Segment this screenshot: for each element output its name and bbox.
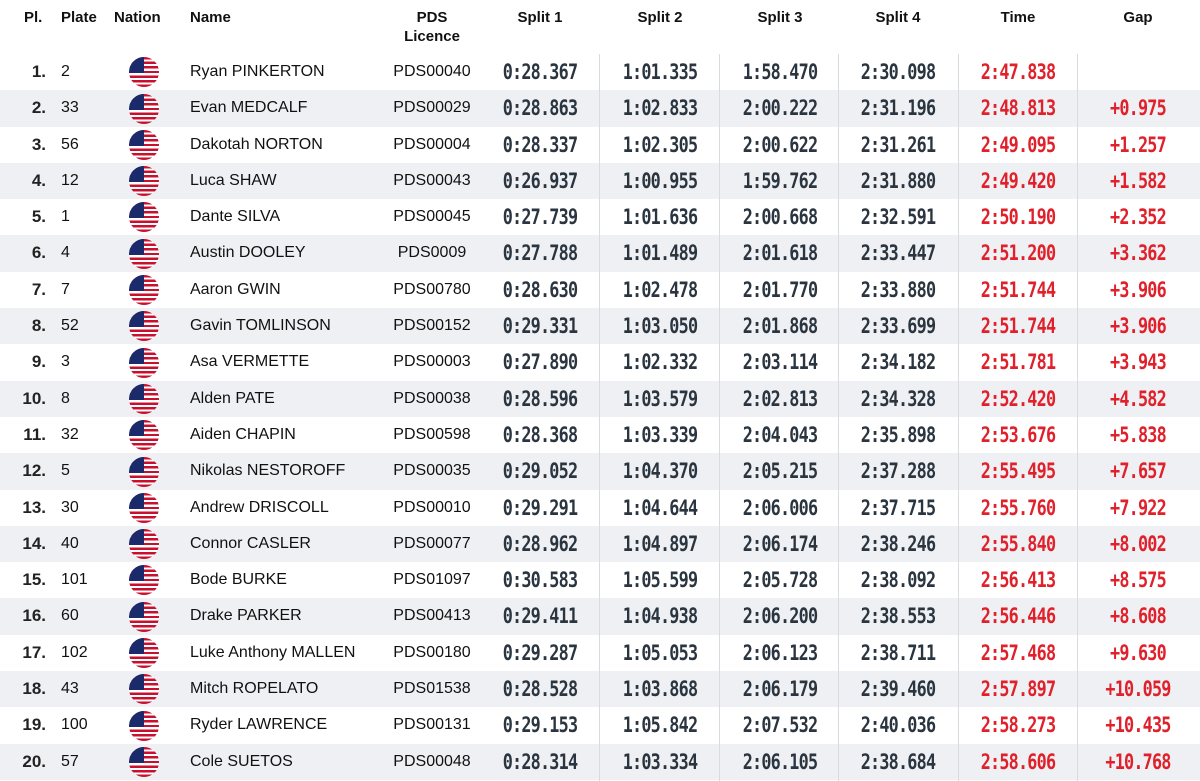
place-cell: 18. bbox=[22, 679, 46, 699]
gap-cell bbox=[1090, 54, 1186, 90]
flag-canton bbox=[129, 239, 144, 255]
rider-name: Gavin TOMLINSON bbox=[190, 317, 331, 335]
column-divider bbox=[838, 54, 839, 781]
gap-cell: +3.906 bbox=[1110, 314, 1166, 339]
rider-name: Ryan PINKERTON bbox=[190, 63, 325, 80]
plate-cell: 33 bbox=[61, 99, 79, 117]
time-cell: 2:53.676 bbox=[980, 422, 1056, 447]
place-cell: 17. bbox=[22, 642, 46, 662]
time-cell: 2:48.813 bbox=[980, 96, 1056, 121]
rider-name: Dakotah NORTON bbox=[190, 135, 323, 153]
usa-flag-icon bbox=[129, 57, 159, 87]
split1-cell: 0:27.788 bbox=[502, 241, 578, 266]
time-cell: 2:47.838 bbox=[980, 60, 1056, 84]
time-cell: 2:55.840 bbox=[980, 531, 1056, 556]
split1-cell: 0:29.291 bbox=[502, 495, 578, 520]
usa-flag-icon bbox=[129, 711, 159, 741]
split3-cell: 2:04.043 bbox=[742, 422, 818, 447]
split4-cell: 2:31.880 bbox=[860, 168, 936, 193]
split2-cell: 1:01.636 bbox=[622, 205, 698, 230]
header-licence-line2: Licence bbox=[404, 28, 460, 45]
split3-cell: 2:00.622 bbox=[742, 132, 818, 157]
column-divider bbox=[1077, 54, 1078, 781]
rider-name: Mitch ROPELATO bbox=[190, 680, 319, 698]
gap-cell: +7.922 bbox=[1110, 495, 1166, 520]
rider-name: Austin DOOLEY bbox=[190, 244, 306, 262]
column-divider bbox=[599, 54, 600, 781]
flag-canton bbox=[129, 384, 144, 400]
rider-name: Asa VERMETTE bbox=[190, 353, 310, 371]
split2-cell: 1:03.050 bbox=[622, 314, 698, 339]
flag-canton bbox=[129, 420, 144, 436]
rider-name: Ryder LAWRENCE bbox=[190, 716, 328, 734]
place-cell: 12. bbox=[22, 461, 46, 481]
table-header bbox=[0, 0, 1200, 54]
licence-cell: PDS00152 bbox=[393, 317, 471, 335]
time-cell: 2:56.446 bbox=[980, 604, 1056, 629]
usa-flag-icon bbox=[129, 384, 159, 414]
split4-cell: 2:35.898 bbox=[860, 422, 936, 447]
licence-cell: PDS00035 bbox=[393, 462, 471, 480]
time-cell: 2:51.744 bbox=[980, 314, 1056, 339]
rider-name: Bode BURKE bbox=[190, 571, 287, 589]
gap-cell: +7.657 bbox=[1110, 459, 1166, 484]
time-cell: 2:51.781 bbox=[980, 350, 1056, 375]
usa-flag-icon bbox=[129, 239, 159, 269]
place-cell: 11. bbox=[23, 424, 46, 444]
table-body bbox=[0, 54, 1200, 780]
split4-cell: 2:38.711 bbox=[860, 640, 936, 665]
split3-cell: 1:58.470 bbox=[742, 60, 818, 84]
split1-cell: 0:29.331 bbox=[502, 314, 578, 339]
table-row bbox=[0, 272, 1200, 308]
licence-cell: PDS00003 bbox=[393, 353, 471, 371]
flag-canton bbox=[129, 711, 144, 727]
split3-cell: 2:00.222 bbox=[742, 96, 818, 121]
licence-cell: PDS00043 bbox=[393, 171, 471, 189]
plate-cell: 3 bbox=[61, 353, 70, 371]
gap-cell: +3.906 bbox=[1110, 277, 1166, 302]
gap-cell: +8.002 bbox=[1110, 531, 1166, 556]
usa-flag-icon bbox=[129, 638, 159, 668]
plate-cell: 12 bbox=[61, 171, 79, 189]
plate-cell: 60 bbox=[61, 607, 79, 625]
gap-cell: +1.257 bbox=[1110, 132, 1166, 157]
split2-cell: 1:04.644 bbox=[622, 495, 698, 520]
place-cell: 15. bbox=[22, 570, 46, 590]
split4-cell: 2:37.288 bbox=[860, 459, 936, 484]
split1-cell: 0:28.630 bbox=[502, 277, 578, 302]
usa-flag-icon bbox=[129, 420, 159, 450]
table-row bbox=[0, 163, 1200, 199]
usa-flag-icon bbox=[129, 275, 159, 305]
rider-name: Cole SUETOS bbox=[190, 752, 293, 770]
table-row bbox=[0, 562, 1200, 598]
place-cell: 7. bbox=[31, 279, 46, 299]
time-cell: 2:51.744 bbox=[980, 277, 1056, 302]
split4-cell: 2:38.246 bbox=[860, 531, 936, 556]
usa-flag-icon bbox=[129, 565, 159, 595]
header-pl: Pl. bbox=[24, 9, 43, 26]
split4-cell: 2:34.328 bbox=[860, 386, 936, 411]
gap-cell: +2.352 bbox=[1110, 205, 1166, 230]
gap-cell: +3.943 bbox=[1110, 350, 1166, 375]
header-split2: Split 2 bbox=[637, 9, 683, 26]
split2-cell: 1:05.053 bbox=[622, 640, 698, 665]
split4-cell: 2:31.196 bbox=[860, 96, 936, 121]
split1-cell: 0:28.337 bbox=[502, 132, 578, 157]
split1-cell: 0:28.528 bbox=[502, 677, 578, 702]
place-cell: 10. bbox=[22, 388, 46, 408]
plate-cell: 4 bbox=[61, 244, 70, 262]
rider-name: Evan MEDCALF bbox=[190, 99, 308, 117]
time-cell: 2:52.420 bbox=[980, 386, 1056, 411]
licence-cell: PDS00048 bbox=[393, 752, 471, 770]
flag-canton bbox=[129, 57, 144, 73]
time-cell: 2:58.273 bbox=[980, 713, 1056, 738]
split1-cell: 0:29.153 bbox=[502, 713, 578, 738]
plate-cell: 100 bbox=[61, 716, 88, 734]
licence-cell: PDS00004 bbox=[393, 135, 471, 153]
gap-cell: +5.838 bbox=[1110, 422, 1166, 447]
gap-cell: +8.608 bbox=[1110, 604, 1166, 629]
split3-cell: 2:02.813 bbox=[742, 386, 818, 411]
rider-name: Drake PARKER bbox=[190, 607, 302, 625]
plate-cell: 30 bbox=[61, 498, 79, 516]
licence-cell: PDS00045 bbox=[393, 208, 471, 226]
usa-flag-icon bbox=[129, 166, 159, 196]
time-cell: 2:58.606 bbox=[980, 749, 1056, 774]
split2-cell: 1:04.370 bbox=[622, 459, 698, 484]
plate-cell: 52 bbox=[61, 317, 79, 335]
split1-cell: 0:28.368 bbox=[502, 422, 578, 447]
header-split3: Split 3 bbox=[757, 9, 803, 26]
plate-cell: 32 bbox=[61, 425, 79, 443]
usa-flag-icon bbox=[129, 529, 159, 559]
gap-cell: +0.975 bbox=[1110, 96, 1166, 121]
plate-cell: 101 bbox=[61, 571, 88, 589]
table-row bbox=[0, 54, 1200, 90]
place-cell: 19. bbox=[22, 715, 46, 735]
header-time: Time bbox=[1000, 9, 1036, 26]
plate-cell: 43 bbox=[61, 680, 79, 698]
plate-cell: 8 bbox=[61, 389, 70, 407]
split3-cell: 2:07.532 bbox=[742, 713, 818, 738]
header-licence-line1: PDS bbox=[416, 9, 448, 26]
split3-cell: 2:06.105 bbox=[742, 749, 818, 774]
plate-cell: 57 bbox=[61, 752, 79, 770]
plate-cell: 1 bbox=[61, 208, 70, 226]
split1-cell: 0:30.583 bbox=[502, 568, 578, 593]
rider-name: Alden PATE bbox=[190, 389, 275, 407]
split1-cell: 0:28.367 bbox=[502, 60, 578, 84]
header-licence bbox=[392, 8, 472, 46]
licence-cell: PDS00040 bbox=[393, 63, 471, 80]
gap-cell: +1.582 bbox=[1110, 168, 1166, 193]
split3-cell: 2:05.728 bbox=[742, 568, 818, 593]
split3-cell: 2:00.668 bbox=[742, 205, 818, 230]
time-cell: 2:57.468 bbox=[980, 640, 1056, 665]
table-row bbox=[0, 707, 1200, 743]
flag-canton bbox=[129, 638, 144, 654]
licence-cell: PDS00038 bbox=[393, 389, 471, 407]
place-cell: 20. bbox=[22, 751, 46, 771]
split4-cell: 2:34.182 bbox=[860, 350, 936, 375]
flag-canton bbox=[129, 94, 144, 110]
place-cell: 6. bbox=[31, 243, 46, 263]
table-row bbox=[0, 417, 1200, 453]
split3-cell: 2:06.174 bbox=[742, 531, 818, 556]
split2-cell: 1:03.579 bbox=[622, 386, 698, 411]
split4-cell: 2:33.880 bbox=[860, 277, 936, 302]
split2-cell: 1:02.833 bbox=[622, 96, 698, 121]
header-split1: Split 1 bbox=[517, 9, 563, 26]
time-cell: 2:49.095 bbox=[980, 132, 1056, 157]
place-cell: 1. bbox=[31, 62, 46, 81]
licence-cell: PDS00780 bbox=[393, 280, 471, 298]
licence-cell: PDS00598 bbox=[393, 425, 471, 443]
licence-cell: PDS0009 bbox=[397, 244, 467, 262]
split3-cell: 2:06.179 bbox=[742, 677, 818, 702]
split2-cell: 1:01.335 bbox=[622, 60, 698, 84]
rider-name: Connor CASLER bbox=[190, 534, 311, 552]
split1-cell: 0:27.739 bbox=[502, 205, 578, 230]
header-name: Name bbox=[190, 9, 231, 26]
place-cell: 3. bbox=[31, 134, 46, 154]
licence-cell: PDS00010 bbox=[393, 498, 471, 516]
place-cell: 14. bbox=[22, 533, 46, 553]
header-nation: Nation bbox=[114, 9, 161, 26]
split4-cell: 2:33.699 bbox=[860, 314, 936, 339]
table-row bbox=[0, 90, 1200, 126]
split3-cell: 2:01.770 bbox=[742, 277, 818, 302]
split2-cell: 1:05.599 bbox=[622, 568, 698, 593]
rider-name: Luca SHAW bbox=[190, 171, 277, 189]
licence-cell: PDS01538 bbox=[393, 680, 471, 698]
split2-cell: 1:02.332 bbox=[622, 350, 698, 375]
split3-cell: 2:06.006 bbox=[742, 495, 818, 520]
usa-flag-icon bbox=[129, 202, 159, 232]
split4-cell: 2:30.098 bbox=[860, 60, 936, 84]
split3-cell: 2:03.114 bbox=[742, 350, 818, 375]
place-cell: 5. bbox=[31, 207, 46, 227]
flag-canton bbox=[129, 565, 144, 581]
split2-cell: 1:05.842 bbox=[622, 713, 698, 738]
place-cell: 9. bbox=[31, 352, 46, 372]
licence-cell: PDS00180 bbox=[393, 643, 471, 661]
split2-cell: 1:03.334 bbox=[622, 749, 698, 774]
table-row bbox=[0, 526, 1200, 562]
flag-canton bbox=[129, 493, 144, 509]
table-row bbox=[0, 308, 1200, 344]
usa-flag-icon bbox=[129, 94, 159, 124]
split3-cell: 2:06.123 bbox=[742, 640, 818, 665]
split1-cell: 0:27.890 bbox=[502, 350, 578, 375]
plate-cell: 56 bbox=[61, 135, 79, 153]
plate-cell: 40 bbox=[61, 534, 79, 552]
usa-flag-icon bbox=[129, 457, 159, 487]
split4-cell: 2:33.447 bbox=[860, 241, 936, 266]
time-cell: 2:51.200 bbox=[980, 241, 1056, 266]
split4-cell: 2:37.715 bbox=[860, 495, 936, 520]
rider-name: Andrew DRISCOLL bbox=[190, 498, 329, 516]
plate-cell: 7 bbox=[61, 280, 70, 298]
gap-cell: +8.575 bbox=[1110, 568, 1166, 593]
usa-flag-icon bbox=[129, 602, 159, 632]
split3-cell: 2:01.618 bbox=[742, 241, 818, 266]
gap-cell: +4.582 bbox=[1110, 386, 1166, 411]
licence-cell: PDS00077 bbox=[393, 534, 471, 552]
gap-cell: +10.768 bbox=[1105, 749, 1171, 774]
column-divider bbox=[958, 54, 959, 781]
licence-cell: PDS00029 bbox=[393, 99, 471, 117]
split1-cell: 0:28.962 bbox=[502, 531, 578, 556]
split1-cell: 0:29.411 bbox=[502, 604, 578, 629]
split4-cell: 2:40.036 bbox=[860, 713, 936, 738]
split1-cell: 0:29.287 bbox=[502, 640, 578, 665]
header-plate: Plate bbox=[61, 9, 97, 26]
rider-name: Luke Anthony MALLEN bbox=[190, 643, 356, 661]
rider-name: Dante SILVA bbox=[190, 208, 281, 226]
rider-name: Aiden CHAPIN bbox=[190, 425, 296, 443]
split3-cell: 2:06.200 bbox=[742, 604, 818, 629]
table-row bbox=[0, 598, 1200, 634]
time-cell: 2:55.760 bbox=[980, 495, 1056, 520]
flag-canton bbox=[129, 275, 144, 291]
time-cell: 2:56.413 bbox=[980, 568, 1056, 593]
flag-canton bbox=[129, 130, 144, 146]
split2-cell: 1:04.938 bbox=[622, 604, 698, 629]
place-cell: 4. bbox=[31, 170, 46, 190]
place-cell: 13. bbox=[22, 497, 46, 517]
time-cell: 2:50.190 bbox=[980, 205, 1056, 230]
gap-cell: +3.362 bbox=[1110, 241, 1166, 266]
flag-canton bbox=[129, 529, 144, 545]
flag-canton bbox=[129, 166, 144, 182]
table-row bbox=[0, 127, 1200, 163]
plate-cell: 102 bbox=[61, 643, 88, 661]
time-cell: 2:55.495 bbox=[980, 459, 1056, 484]
rider-name: Aaron GWIN bbox=[190, 280, 281, 298]
gap-cell: +10.435 bbox=[1105, 713, 1171, 738]
table-row bbox=[0, 199, 1200, 235]
split3-cell: 2:05.215 bbox=[742, 459, 818, 484]
split1-cell: 0:28.314 bbox=[502, 749, 578, 774]
place-cell: 8. bbox=[31, 316, 46, 336]
plate-cell: 2 bbox=[61, 63, 70, 80]
time-cell: 2:49.420 bbox=[980, 168, 1056, 193]
table-row bbox=[0, 671, 1200, 707]
place-cell: 2. bbox=[31, 98, 46, 118]
flag-canton bbox=[129, 202, 144, 218]
time-cell: 2:57.897 bbox=[980, 677, 1056, 702]
plate-cell: 5 bbox=[61, 462, 70, 480]
licence-cell: PDS01097 bbox=[393, 571, 471, 589]
table-row bbox=[0, 381, 1200, 417]
licence-cell: PDS00131 bbox=[393, 716, 471, 734]
table-row bbox=[0, 344, 1200, 380]
flag-canton bbox=[129, 674, 144, 690]
column-divider bbox=[719, 54, 720, 781]
split3-cell: 1:59.762 bbox=[742, 168, 818, 193]
gap-cell: +10.059 bbox=[1105, 677, 1171, 702]
split1-cell: 0:26.937 bbox=[502, 168, 578, 193]
table-row bbox=[0, 490, 1200, 526]
table-row bbox=[0, 635, 1200, 671]
split2-cell: 1:00.955 bbox=[622, 168, 698, 193]
table-row bbox=[0, 453, 1200, 489]
split4-cell: 2:38.553 bbox=[860, 604, 936, 629]
split2-cell: 1:02.478 bbox=[622, 277, 698, 302]
usa-flag-icon bbox=[129, 747, 159, 777]
split1-cell: 0:29.052 bbox=[502, 459, 578, 484]
usa-flag-icon bbox=[129, 348, 159, 378]
split1-cell: 0:28.596 bbox=[502, 386, 578, 411]
gap-cell: +9.630 bbox=[1110, 640, 1166, 665]
split2-cell: 1:02.305 bbox=[622, 132, 698, 157]
licence-cell: PDS00413 bbox=[393, 607, 471, 625]
split4-cell: 2:39.460 bbox=[860, 677, 936, 702]
split2-cell: 1:04.897 bbox=[622, 531, 698, 556]
split4-cell: 2:31.261 bbox=[860, 132, 936, 157]
flag-canton bbox=[129, 747, 144, 763]
usa-flag-icon bbox=[129, 130, 159, 160]
split4-cell: 2:38.092 bbox=[860, 568, 936, 593]
usa-flag-icon bbox=[129, 674, 159, 704]
split4-cell: 2:32.591 bbox=[860, 205, 936, 230]
split2-cell: 1:01.489 bbox=[622, 241, 698, 266]
table-row bbox=[0, 744, 1200, 780]
usa-flag-icon bbox=[129, 311, 159, 341]
rider-name: Nikolas NESTOROFF bbox=[190, 462, 346, 480]
flag-canton bbox=[129, 311, 144, 327]
split2-cell: 1:03.339 bbox=[622, 422, 698, 447]
split3-cell: 2:01.868 bbox=[742, 314, 818, 339]
usa-flag-icon bbox=[129, 493, 159, 523]
split1-cell: 0:28.863 bbox=[502, 96, 578, 121]
place-cell: 16. bbox=[22, 606, 46, 626]
table-row bbox=[0, 235, 1200, 271]
header-split4: Split 4 bbox=[875, 9, 921, 26]
flag-canton bbox=[129, 348, 144, 364]
flag-canton bbox=[129, 457, 144, 473]
split4-cell: 2:38.684 bbox=[860, 749, 936, 774]
split2-cell: 1:03.868 bbox=[622, 677, 698, 702]
header-gap: Gap bbox=[1123, 9, 1153, 26]
flag-canton bbox=[129, 602, 144, 618]
